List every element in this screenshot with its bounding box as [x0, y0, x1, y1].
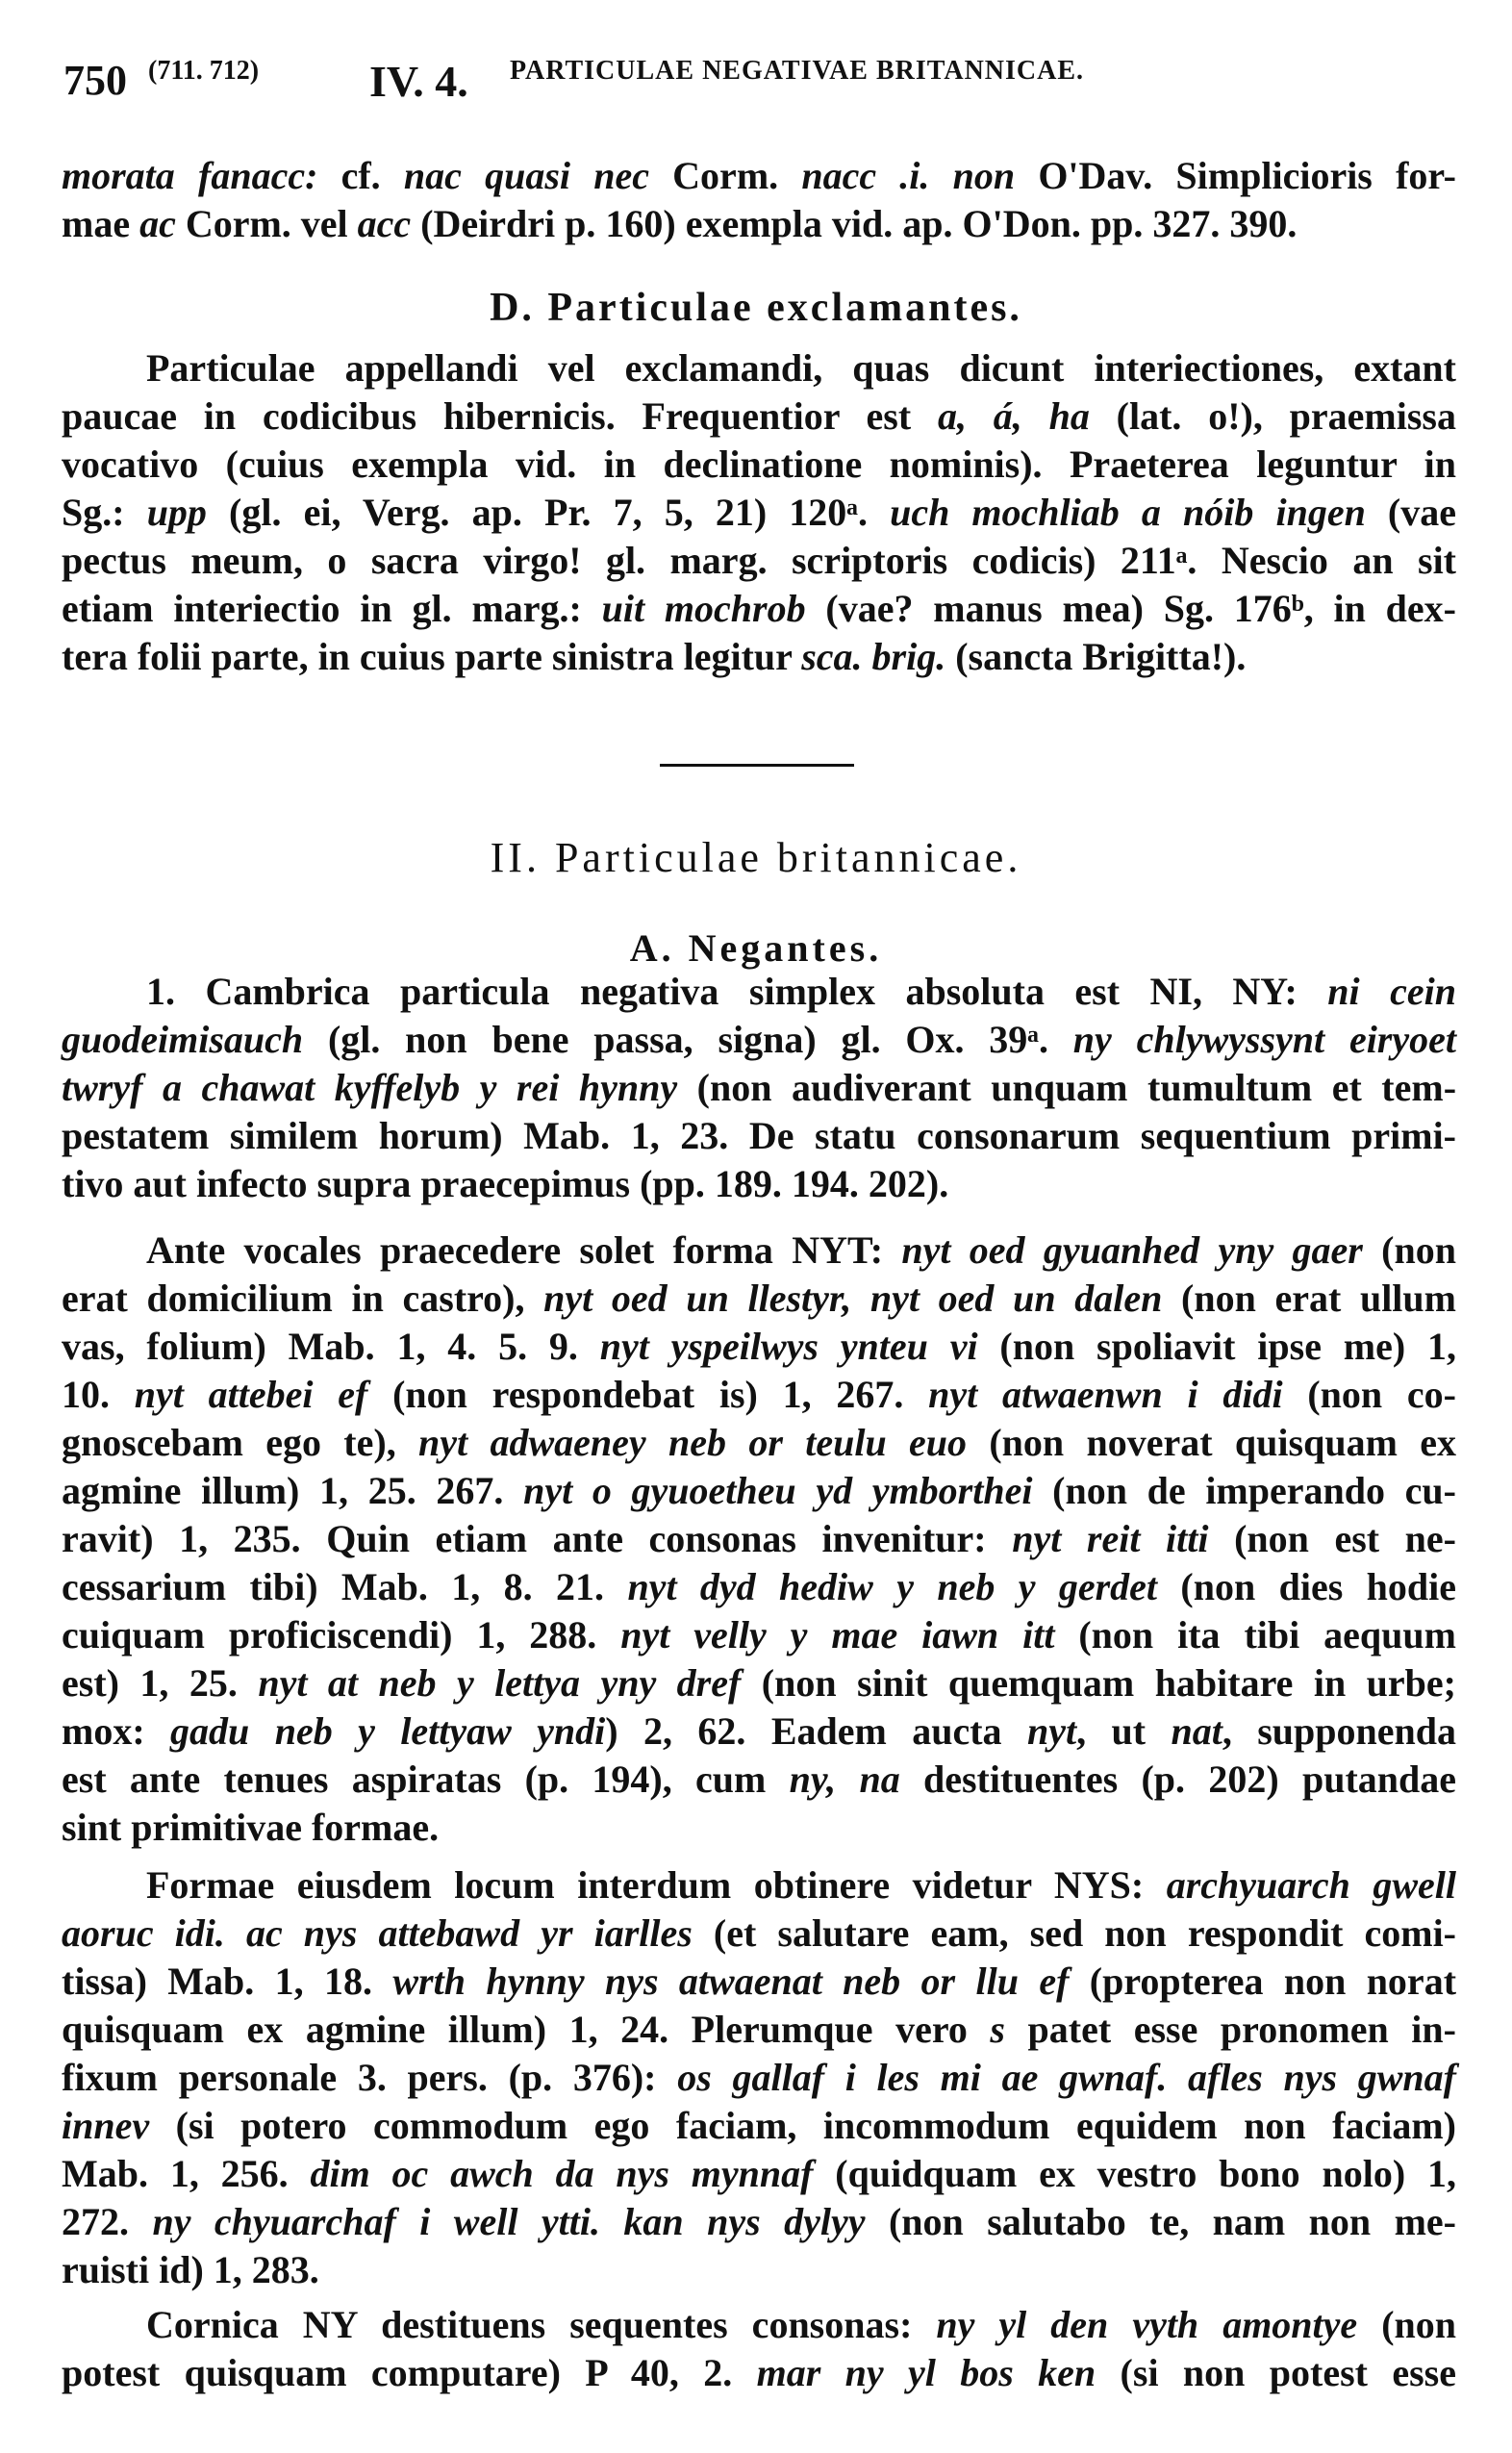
text-run: etiam interiectio in gl. marg.:: [62, 587, 602, 630]
cited-form: gadu neb y lettyaw yndi: [170, 1709, 606, 1753]
cited-form: morata fanacc:: [62, 154, 318, 197]
text-line: [62, 2246, 1456, 2294]
text-line: [62, 1756, 1456, 1804]
cited-form: mar ny yl bos ken: [756, 2351, 1096, 2394]
text-run: (gl. non bene passa, signa) gl. Ox. 39ᵃ.: [303, 1018, 1073, 1061]
paragraph-cambrica: [62, 968, 1456, 1208]
paragraph-nyt: [62, 1226, 1456, 1852]
page-number: 750: [63, 57, 127, 104]
text-run: tissa) Mab. 1, 18.: [62, 1960, 393, 2003]
cited-form: upp: [146, 491, 207, 534]
text-run: (non de imperando cu-: [1032, 1469, 1456, 1512]
cited-form: nyt attebei ef: [134, 1373, 368, 1416]
text-run: (si potero commodum ego faciam, incommodum equidem non faciam): [149, 2104, 1456, 2147]
cited-form: archyuarch gwell: [1166, 1863, 1456, 1907]
text-run: (non dies hodie: [1157, 1565, 1457, 1608]
text-line: [62, 1112, 1456, 1160]
text-run: (vae? manus mea) Sg. 176ᵇ, in dex-: [805, 587, 1457, 630]
text-line: [62, 1371, 1456, 1419]
paragraph-exclamantes: [62, 344, 1456, 681]
cited-form: ac: [139, 202, 176, 245]
text-line: [62, 392, 1456, 441]
text-line: [62, 2198, 1456, 2246]
text-line: [62, 1016, 1456, 1064]
cited-form: nyt o gyuoetheu yd ymborthei: [523, 1469, 1033, 1512]
text-run: Ante vocales praecedere solet forma NYT:: [146, 1228, 902, 1272]
paragraph-cornica: [62, 2301, 1456, 2397]
text-run: 1. Cambrica particula negativa simplex absoluta est NI, NY:: [146, 970, 1328, 1013]
text-run: (non: [1357, 2303, 1457, 2346]
text-line: [62, 1804, 1456, 1852]
text-run: Corm.: [648, 154, 802, 197]
text-line: [62, 1659, 1456, 1707]
text-run: (non spoliavit ipse me) 1,: [977, 1325, 1457, 1368]
cited-form: nyt velly y mae iawn itt: [620, 1613, 1055, 1656]
text-run: vas, folium) Mab. 1, 4. 5. 9.: [62, 1325, 600, 1368]
text-run: ravit) 1, 235. Quin etiam ante consonas invenitur:: [62, 1517, 1013, 1560]
cited-form: nyt oed un llestyr, nyt oed un dalen: [543, 1277, 1163, 1320]
cited-form: dim oc awch da nys mynnaf: [310, 2152, 814, 2195]
text-run: (sancta Brigitta!).: [945, 635, 1247, 678]
text-run: erat domicilium in castro),: [62, 1277, 544, 1320]
text-run: cessarium tibi) Mab. 1, 8. 21.: [62, 1565, 628, 1608]
text-line: [62, 1563, 1456, 1611]
cited-form: nyt oed gyuanhed yny gaer: [901, 1228, 1363, 1272]
text-run: paucae in codicibus hibernicis. Frequentior est: [62, 394, 938, 438]
text-line: [62, 2349, 1456, 2397]
paragraph-continuation: [62, 152, 1456, 248]
text-run: Particulae appellandi vel exclamandi, quas dicunt interiectiones, extant: [146, 346, 1456, 390]
text-run: (non noverat quisquam ex: [967, 1421, 1456, 1464]
cited-form: ni cein: [1327, 970, 1456, 1013]
text-run: Formae eiusdem locum interdum obtinere videtur NYS:: [146, 1863, 1167, 1907]
text-run: , supponenda: [1222, 1709, 1457, 1753]
text-run: (quidquam ex vestro bono nolo) 1,: [813, 2152, 1456, 2195]
cited-form: uch mochliab a nóib ingen: [890, 491, 1366, 534]
text-run: ruisti id) 1, 283.: [62, 2248, 319, 2291]
text-run: (non salutabo te, nam non me-: [865, 2200, 1456, 2243]
cited-form: wrth hynny nys atwaenat neb or llu ef: [392, 1960, 1070, 2003]
text-run: vocativo (cuius exempla vid. in declinatione nominis). Praeterea leguntur in: [62, 443, 1456, 486]
text-run: O'Dav. Simplicioris for-: [1015, 154, 1456, 197]
text-run: sint primitivae formae.: [62, 1806, 440, 1849]
text-run: (et salutare eam, sed non respondit comi-: [692, 1911, 1456, 1955]
text-line: [62, 1323, 1456, 1371]
cited-form: os gallaf i les mi ae gwnaf. afles nys gwnaf: [677, 2056, 1457, 2099]
text-line: [62, 1909, 1456, 1958]
text-line: [62, 344, 1456, 392]
text-run: est ante tenues aspiratas (p. 194), cum: [62, 1758, 790, 1801]
text-run: Corm. vel: [175, 202, 358, 245]
text-run: Sg.:: [62, 491, 147, 534]
cited-form: acc: [357, 202, 412, 245]
paragraph-nys: [62, 1861, 1456, 2294]
text-line: [62, 585, 1456, 633]
cited-form: nyt dyd hediw y neb y gerdet: [627, 1565, 1158, 1608]
text-line: [62, 489, 1456, 537]
text-run: (non est ne-: [1208, 1517, 1456, 1560]
cited-form: a, á, ha: [937, 394, 1090, 438]
text-run: (non sinit quemquam habitare in urbe;: [741, 1661, 1456, 1705]
text-line: [62, 2006, 1456, 2054]
text-line: [62, 968, 1456, 1016]
cited-form: guodeimisauch: [62, 1018, 304, 1061]
text-line: [62, 2102, 1456, 2150]
text-line: [62, 633, 1456, 681]
text-line: [62, 152, 1456, 200]
text-line: [62, 1707, 1456, 1756]
cited-form: nyt at neb y lettya yny dref: [258, 1661, 742, 1705]
text-run: fixum personale 3. pers. (p. 376):: [62, 2056, 678, 2099]
text-line: [62, 1515, 1456, 1563]
text-line: [62, 1958, 1456, 2006]
text-run: tera folii parte, in cuius parte sinistra legitur: [62, 635, 802, 678]
cited-form: nacc .i. non: [801, 154, 1016, 197]
text-run: ) 2, 62. Eadem aucta: [605, 1709, 1027, 1753]
text-run: mae: [62, 202, 140, 245]
text-line: [62, 1861, 1456, 1909]
text-run: pectus meum, o sacra virgo! gl. marg. scriptoris codicis) 211ᵃ. Nescio an sit: [62, 539, 1456, 582]
cited-form: sca. brig.: [801, 635, 946, 678]
section-heading-d: D. Particulae exclamantes.: [490, 286, 1022, 330]
section-heading-a: A. Negantes.: [629, 926, 883, 970]
text-line: [62, 2301, 1456, 2349]
text-run: (si non potest esse: [1096, 2351, 1456, 2394]
text-line: [62, 200, 1456, 248]
section-number: IV. 4.: [369, 57, 468, 106]
section-divider: [660, 764, 854, 767]
text-run: Mab. 1, 256.: [62, 2152, 311, 2195]
text-run: cuiquam proficiscendi) 1, 288.: [62, 1613, 621, 1656]
text-run: 10.: [62, 1373, 135, 1416]
text-line: [62, 1226, 1456, 1275]
text-line: [62, 1611, 1456, 1659]
text-run: 272.: [62, 2200, 153, 2243]
text-run: Cornica NY destituens sequentes consonas:: [146, 2303, 937, 2346]
text-line: [62, 2150, 1456, 2198]
cited-form: s: [990, 2008, 1005, 2051]
text-run: (non ita tibi aequum: [1054, 1613, 1456, 1656]
text-run: agmine illum) 1, 25. 267.: [62, 1469, 524, 1512]
cited-form: ny chyuarchaf i well ytti. kan nys dylyy: [152, 2200, 866, 2243]
text-line: [62, 537, 1456, 585]
text-line: [62, 1467, 1456, 1515]
cited-form: nac quasi nec: [403, 154, 649, 197]
text-run: tivo aut infecto supra praecepimus (pp. 189. 194. 202).: [62, 1162, 949, 1205]
text-run: (gl. ei, Verg. ap. Pr. 7, 5, 21) 120ᵃ.: [206, 491, 891, 534]
text-run: gnoscebam ego te),: [62, 1421, 419, 1464]
text-run: quisquam ex agmine illum) 1, 24. Plerumque vero: [62, 2008, 991, 2051]
text-run: destituentes (p. 202) putandae: [899, 1758, 1457, 1801]
text-run: est) 1, 25.: [62, 1661, 259, 1705]
cited-form: aoruc idi. ac nys attebawd yr iarlles: [62, 1911, 693, 1955]
cited-form: ny, na: [789, 1758, 900, 1801]
cited-form: uit mochrob: [601, 587, 806, 630]
text-run: (non audiverant unquam tumultum et tem-: [677, 1066, 1457, 1109]
text-run: mox:: [62, 1709, 171, 1753]
cited-form: nyt adwaeney neb or teulu euo: [418, 1421, 968, 1464]
text-line: [62, 1160, 1456, 1208]
cited-form: nyt: [1026, 1709, 1077, 1753]
cited-form: ny yl den vyth amontye: [936, 2303, 1358, 2346]
text-line: [62, 441, 1456, 489]
text-run: cf.: [317, 154, 404, 197]
cited-form: nat: [1171, 1709, 1222, 1753]
cited-form: nyt reit itti: [1012, 1517, 1209, 1560]
text-run: (vae: [1365, 491, 1456, 534]
text-run: (propterea non norat: [1069, 1960, 1457, 2003]
text-run: (Deirdri p. 160) exempla vid. ap. O'Don. pp. 327. 390.: [411, 202, 1298, 245]
text-run: (lat. o!), praemissa: [1089, 394, 1457, 438]
text-run: pestatem similem horum) Mab. 1, 23. De statu consonarum sequentium primi-: [62, 1114, 1456, 1157]
text-run: (non erat ullum: [1162, 1277, 1456, 1320]
cited-form: twryf a chawat kyffelyb y rei hynny: [62, 1066, 678, 1109]
cited-form: nyt yspeilwys ynteu vi: [599, 1325, 978, 1368]
cited-form: innev: [62, 2104, 150, 2147]
text-run: (non co-: [1282, 1373, 1457, 1416]
text-line: [62, 1064, 1456, 1112]
text-run: patet esse pronomen in-: [1005, 2008, 1456, 2051]
text-run: , ut: [1076, 1709, 1172, 1753]
text-line: [62, 2054, 1456, 2102]
chapter-heading-ii: II. Particulae britannicae.: [490, 834, 1022, 881]
text-run: (non: [1362, 1228, 1456, 1272]
cited-form: nyt atwaenwn i didi: [928, 1373, 1283, 1416]
original-page-refs: (711. 712): [148, 56, 260, 86]
running-title: PARTICULAE NEGATIVAE BRITANNICAE.: [510, 56, 1085, 86]
text-run: (non respondebat is) 1, 267.: [367, 1373, 929, 1416]
text-run: potest quisquam computare) P 40, 2.: [62, 2351, 757, 2394]
text-line: [62, 1419, 1456, 1467]
cited-form: ny chlywyssynt eiryoet: [1072, 1018, 1456, 1061]
text-line: [62, 1275, 1456, 1323]
